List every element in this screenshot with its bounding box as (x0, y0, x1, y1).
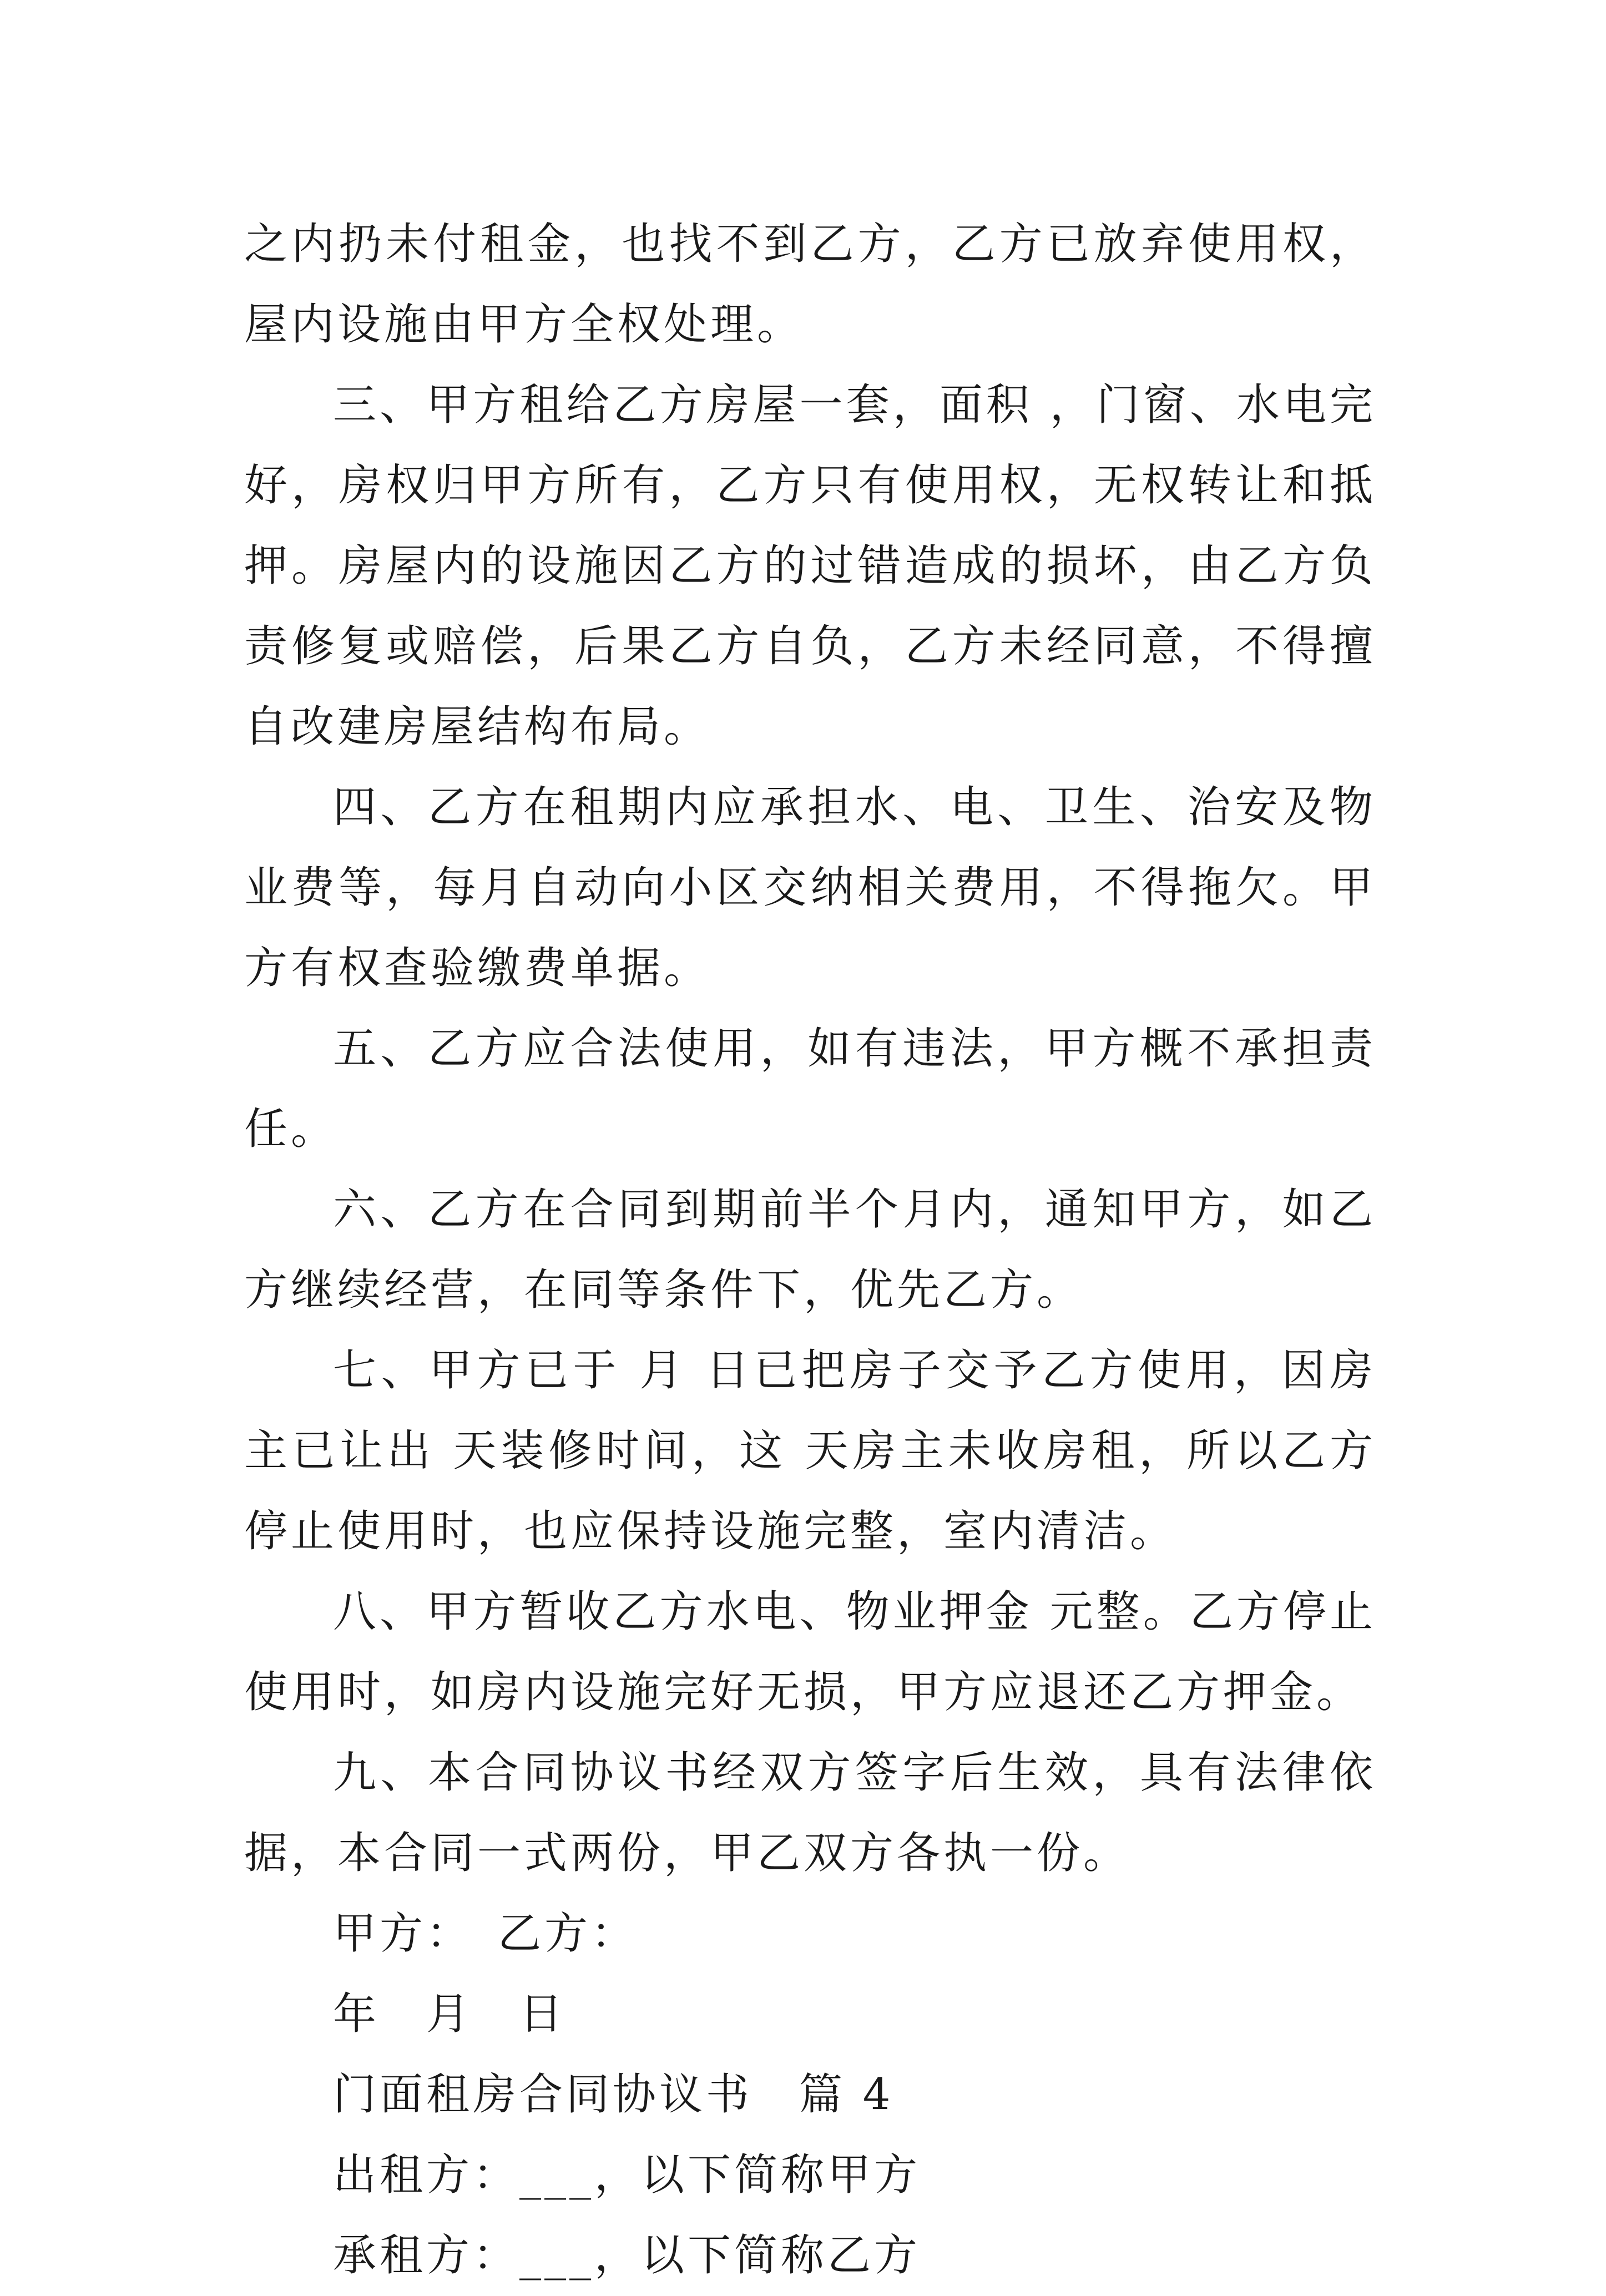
lessee-line: 承租方：___，以下简称乙方 (333, 2231, 921, 2280)
paragraph-clause-4: 四、乙方在租期内应承担水、电、卫生、治安及物业费等，每月自动向小区交纳相关费用，不得拖欠。甲方有权查验缴费单据。 (244, 782, 1376, 993)
signature-line: 甲方： 乙方： (333, 1909, 638, 1959)
paragraph-clause-3: 三、甲方租给乙方房屋一套，面积 ，门窗、水电完好，房权归甲方所有，乙方只有使用权，无权转让和抵押。房屋内的设施因乙方的过错造成的损坏，由乙方负责修复或赔偿，后果乙方自负，乙方未经同意，不得擅自改建房屋结构布局。 (244, 380, 1376, 752)
paragraph-clause-5: 五、乙方应合法使用，如有违法，甲方概不承担责任。 (244, 1024, 1376, 1154)
paragraph-continuation: 之内扔未付租金，也找不到乙方，乙方已放弃使用权，屋内设施由甲方全权处理。 (244, 219, 1376, 350)
paragraph-clause-7: 七、甲方已于 月 日已把房子交予乙方使用，因房主已让出 天装修时间，这 天房主未收房租，所以乙方停止使用时，也应保持设施完整，室内清洁。 (244, 1346, 1376, 1556)
document-body (244, 204, 1376, 2296)
paragraph-clause-9: 九、本合同协议书经双方签字后生效，具有法律依据，本合同一式两份，甲乙双方各执一份。 (244, 1748, 1376, 1878)
lessor-line: 出租方：___，以下简称甲方 (333, 2150, 921, 2200)
section-title: 门面租房合同协议书 篇 4 (333, 2070, 894, 2120)
paragraph-clause-6: 六、乙方在合同到期前半个月内，通知甲方，如乙方继续经营，在同等条件下，优先乙方。 (244, 1185, 1376, 1315)
paragraph-clause-8: 八、甲方暂收乙方水电、物业押金 元整。乙方停止使用时，如房内设施完好无损，甲方应退还乙方押金。 (244, 1587, 1376, 1717)
date-line: 年 月 日 (333, 1989, 567, 2039)
